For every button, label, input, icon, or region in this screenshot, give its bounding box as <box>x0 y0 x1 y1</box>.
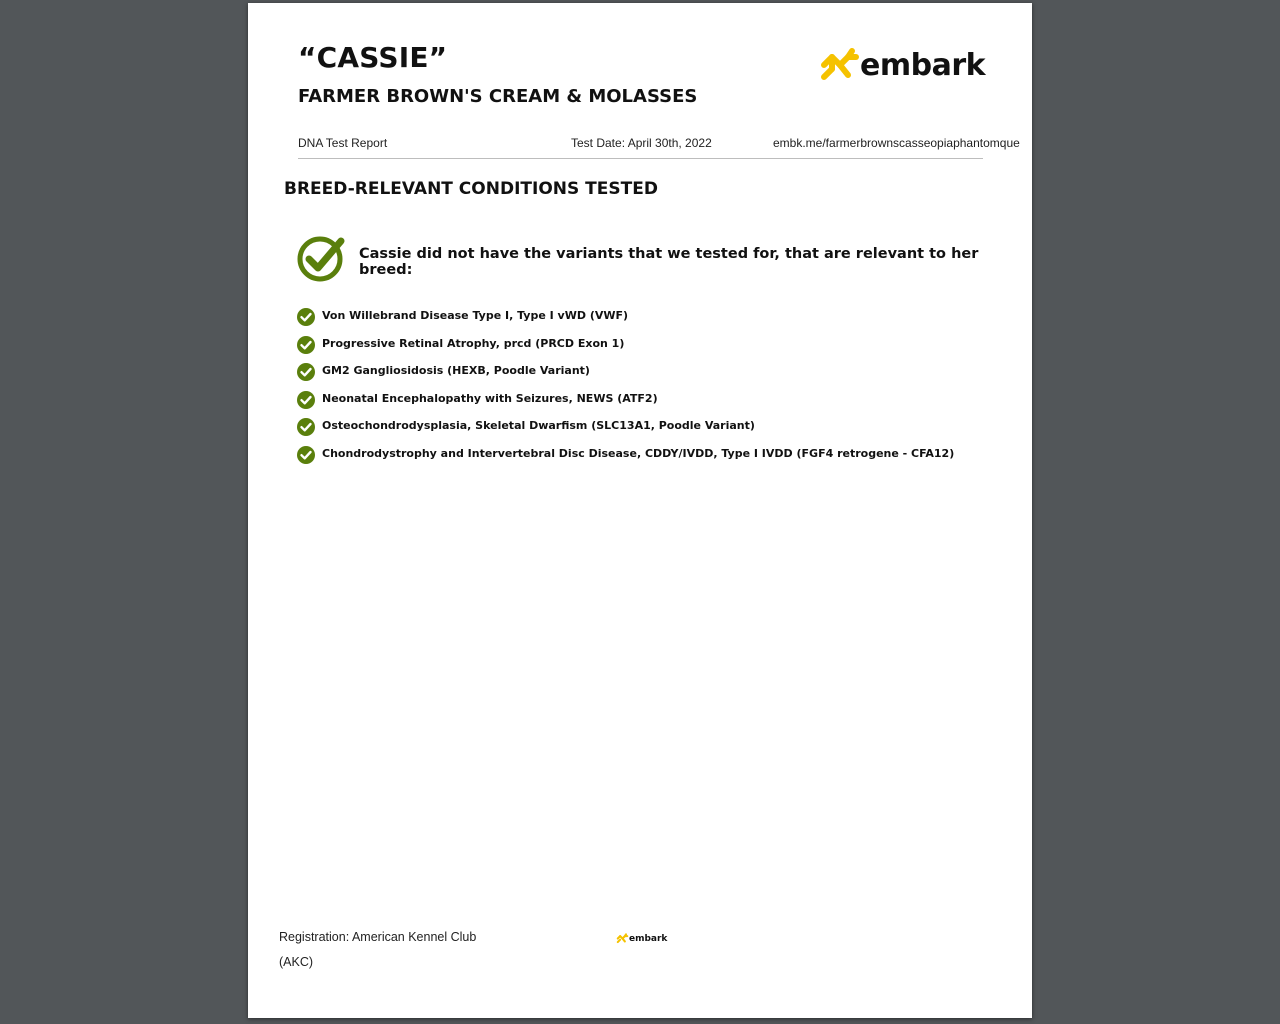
embark-mark-icon <box>818 43 862 87</box>
check-badge-icon <box>296 390 316 410</box>
condition-label: Von Willebrand Disease Type I, Type I vWD (VWF) <box>322 309 629 323</box>
check-badge-icon <box>296 417 316 437</box>
condition-label: Chondrodystrophy and Intervertebral Disc Disease, CDDY/IVDD, Type I IVDD (FGF4 retrogene - CFA12) <box>322 446 955 460</box>
section-title: BREED-RELEVANT CONDITIONS TESTED <box>284 179 658 199</box>
check-circle-icon <box>296 233 346 283</box>
condition-item <box>296 412 954 440</box>
condition-label: Osteochondrodysplasia, Skeletal Dwarfism (SLC13A1, Poodle Variant) <box>322 419 755 433</box>
footer-embark-logo <box>616 932 667 945</box>
dog-name: “CASSIE” <box>298 41 448 74</box>
embark-logo <box>818 43 985 87</box>
report-label: DNA Test Report <box>298 136 388 150</box>
condition-item <box>296 330 954 358</box>
check-badge-icon <box>296 307 316 327</box>
report-url[interactable]: embk.me/farmerbrownscasseopiaphantomque <box>773 136 1020 150</box>
condition-item <box>296 440 954 468</box>
embark-mark-icon <box>616 932 629 945</box>
condition-item <box>296 385 954 413</box>
condition-item <box>296 357 954 385</box>
condition-label: Progressive Retinal Atrophy, prcd (PRCD Exon 1) <box>322 336 625 350</box>
logo-wordmark: embark <box>860 47 986 83</box>
registered-name: FARMER BROWN'S CREAM & MOLASSES <box>298 86 698 107</box>
header-divider <box>298 158 983 159</box>
check-badge-icon <box>296 445 316 465</box>
test-date: Test Date: April 30th, 2022 <box>571 136 712 150</box>
condition-label: GM2 Gangliosidosis (HEXB, Poodle Variant) <box>322 364 590 378</box>
condition-item <box>296 302 954 330</box>
check-badge-icon <box>296 362 316 382</box>
footer-logo-wordmark: embark <box>629 933 668 944</box>
check-badge-icon <box>296 335 316 355</box>
summary-text: Cassie did not have the variants that we tested for, that are relevant to her breed: <box>359 246 979 278</box>
registration-text: Registration: American Kennel Club (AKC) <box>279 930 477 969</box>
condition-label: Neonatal Encephalopathy with Seizures, NEWS (ATF2) <box>322 391 658 405</box>
report-page <box>248 3 1032 1018</box>
conditions-list <box>296 302 954 467</box>
